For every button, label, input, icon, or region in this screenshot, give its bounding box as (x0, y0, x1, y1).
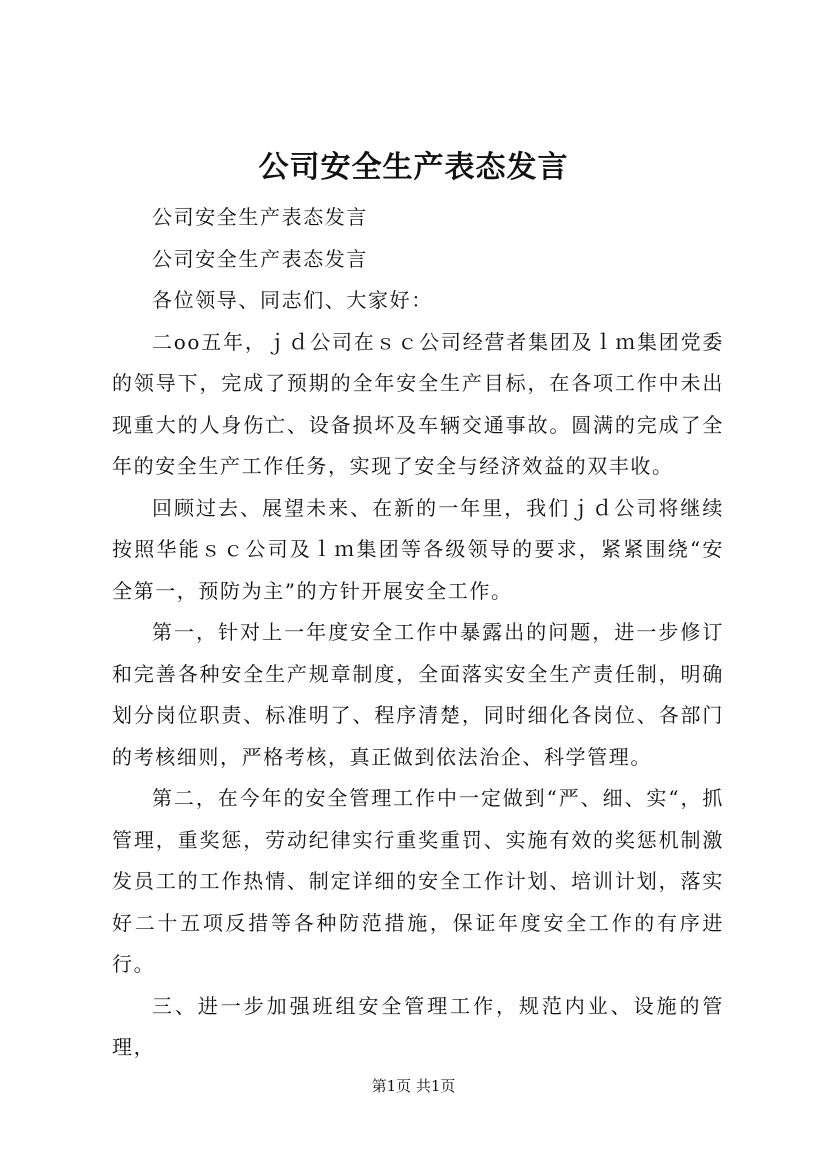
paragraph-subtitle-1: 公司安全生产表态发言 (152, 205, 368, 229)
paragraph-point-three: 三、进一步加强班组安全管理工作，规范内业、设施的管理， (112, 993, 724, 1059)
paragraph-point-two: 第二，在今年的安全管理工作中一定做到“严、细、实“，抓管理，重奖惩，劳动纪律实行重奖重罚、实施有效的奖惩机制激发员工的工作热情、制定详细的安全工作计划、培训计划，落实好二十五项反措等各种防范措施，保证年度安全工作的有序进行。 (112, 786, 724, 976)
paragraph-subtitle-2: 公司安全生产表态发言 (152, 246, 368, 271)
paragraph-greeting: 各位领导、同志们、大家好： (152, 288, 433, 312)
page-number-footer: 第1页 共1页 (371, 1077, 456, 1095)
paragraph-review: 二oo五年，ｊｄ公司在ｓｃ公司经营者集团及ｌｍ集团党委的领导下，完成了预期的全年安全生产目标，在各项工作中未出现重大的人身伤亡、设备损坏及车辆交通事故。圆满的完成了全年的安全生产工作任务，实现了安全与经济效益的双丰收。 (112, 329, 724, 478)
document-body (112, 197, 724, 1069)
document-title: 公司安全生产表态发言 (258, 150, 569, 185)
paragraph-outlook: 回顾过去、展望未来、在新的一年里，我们ｊｄ公司将继续按照华能ｓｃ公司及ｌｍ集团等各级领导的要求，紧紧围绕“安全第一，预防为主”的方针开展安全工作。 (112, 495, 724, 603)
paragraph-point-one: 第一，针对上一年度安全工作中暴露出的问题，进一步修订和完善各种安全生产规章制度，全面落实安全生产责任制，明确划分岗位职责、标准明了、程序清楚，同时细化各岗位、各部门的考核细则，严格考核，真正做到依法治企、科学管理。 (112, 620, 724, 769)
